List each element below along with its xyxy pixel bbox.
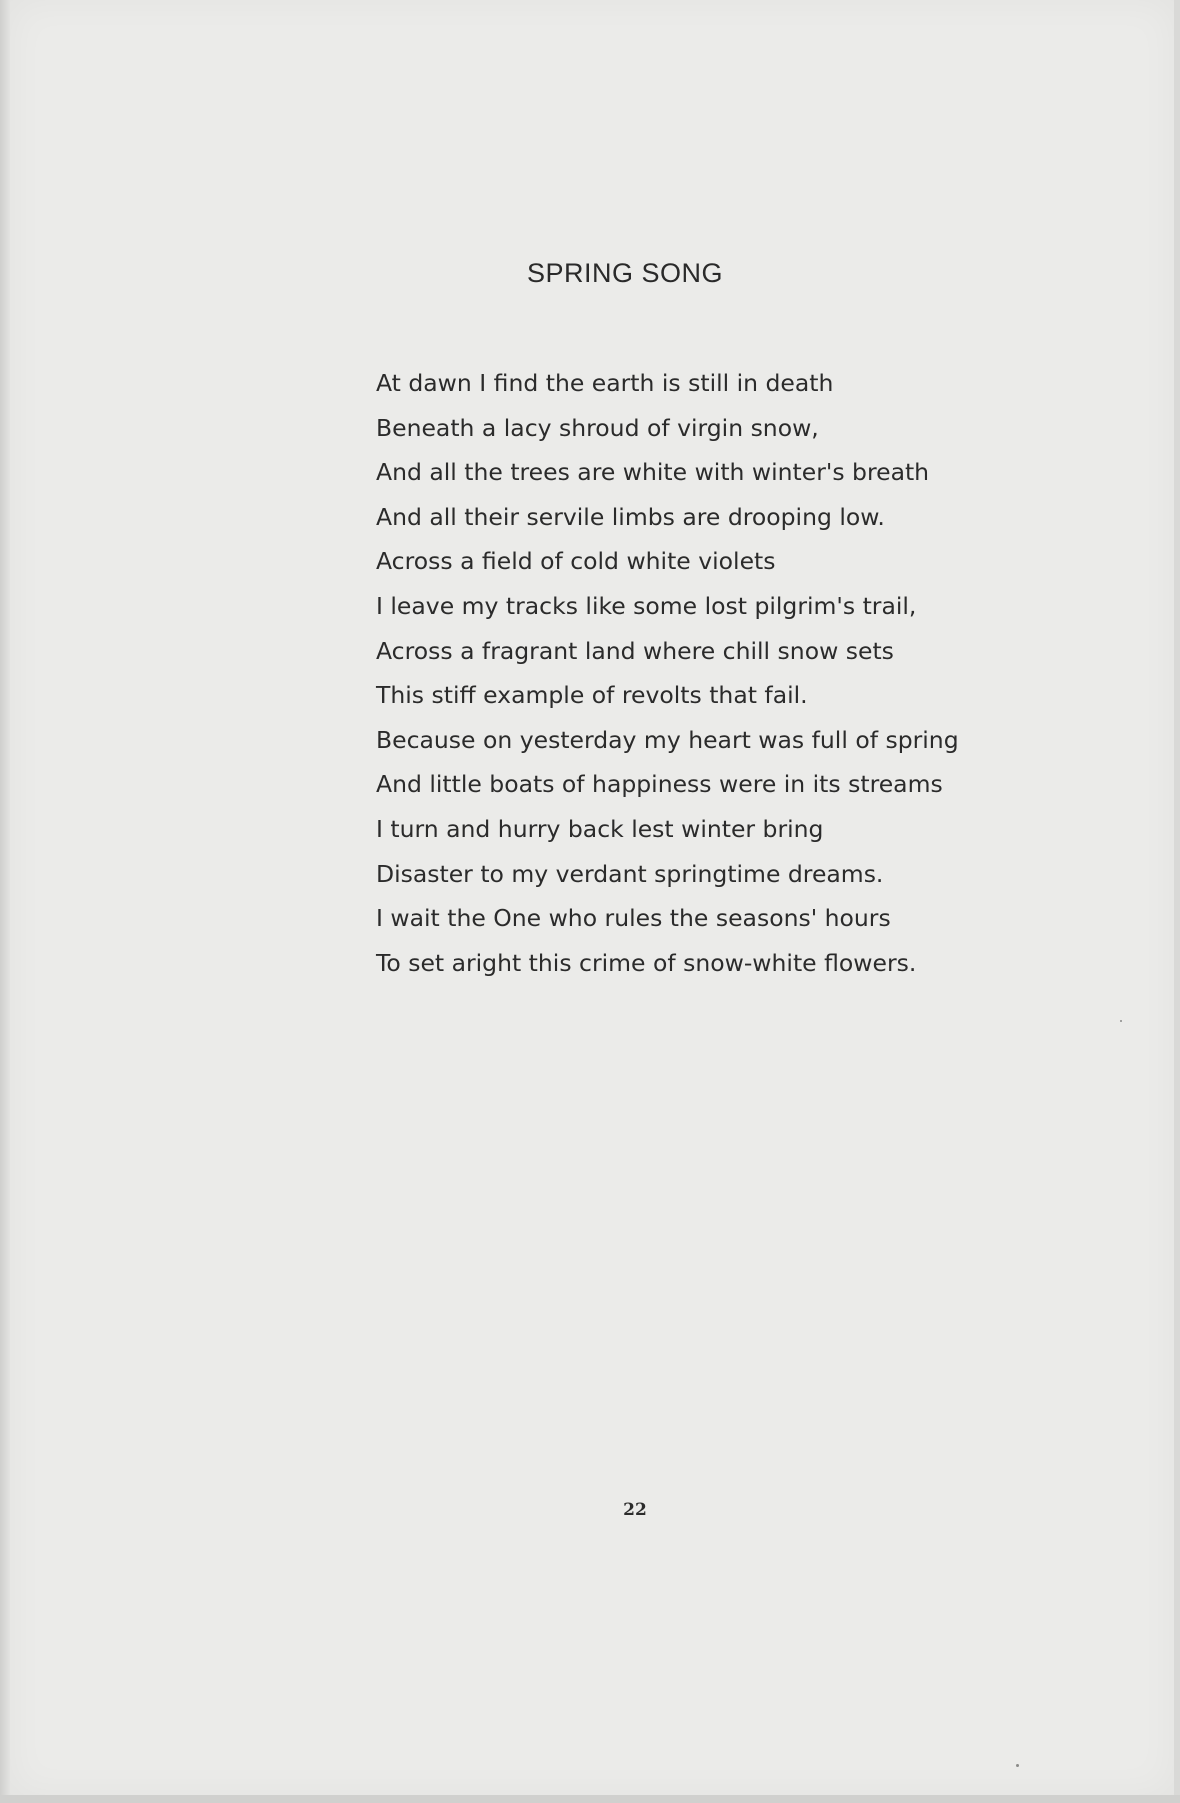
poem-line: Beneath a lacy shroud of virgin snow, bbox=[376, 413, 819, 442]
poem-line: And all the trees are white with winter's breath bbox=[376, 458, 930, 487]
poem-line: I leave my tracks like some lost pilgrim's trail, bbox=[376, 591, 917, 620]
poem-line: And all their servile limbs are drooping low. bbox=[376, 502, 885, 531]
poem-title: SPRING SONG bbox=[526, 258, 724, 288]
poem-line: Across a field of cold white violets bbox=[376, 547, 776, 576]
poem-line: Disaster to my verdant springtime dreams. bbox=[376, 859, 884, 888]
poem-line: Across a fragrant land where chill snow sets bbox=[376, 636, 894, 665]
poem-line: To set aright this crime of snow-white flowers. bbox=[376, 948, 917, 977]
paper-speck bbox=[1120, 1020, 1122, 1022]
poem-line: I turn and hurry back lest winter bring bbox=[376, 814, 824, 843]
page-number: 22 bbox=[623, 1500, 647, 1520]
poem-line: At dawn I find the earth is still in death bbox=[376, 369, 834, 397]
poem-line: And little boats of happiness were in its streams bbox=[376, 770, 943, 799]
poem-line: I wait the One who rules the seasons' hours bbox=[376, 904, 891, 933]
page-bottom-edge bbox=[0, 1795, 1180, 1803]
paper-speck bbox=[1016, 1764, 1019, 1767]
poem-body bbox=[376, 361, 959, 985]
poem-line: This stiff example of revolts that fail. bbox=[376, 681, 808, 710]
poem-line: Because on yesterday my heart was full of spring bbox=[376, 725, 959, 754]
